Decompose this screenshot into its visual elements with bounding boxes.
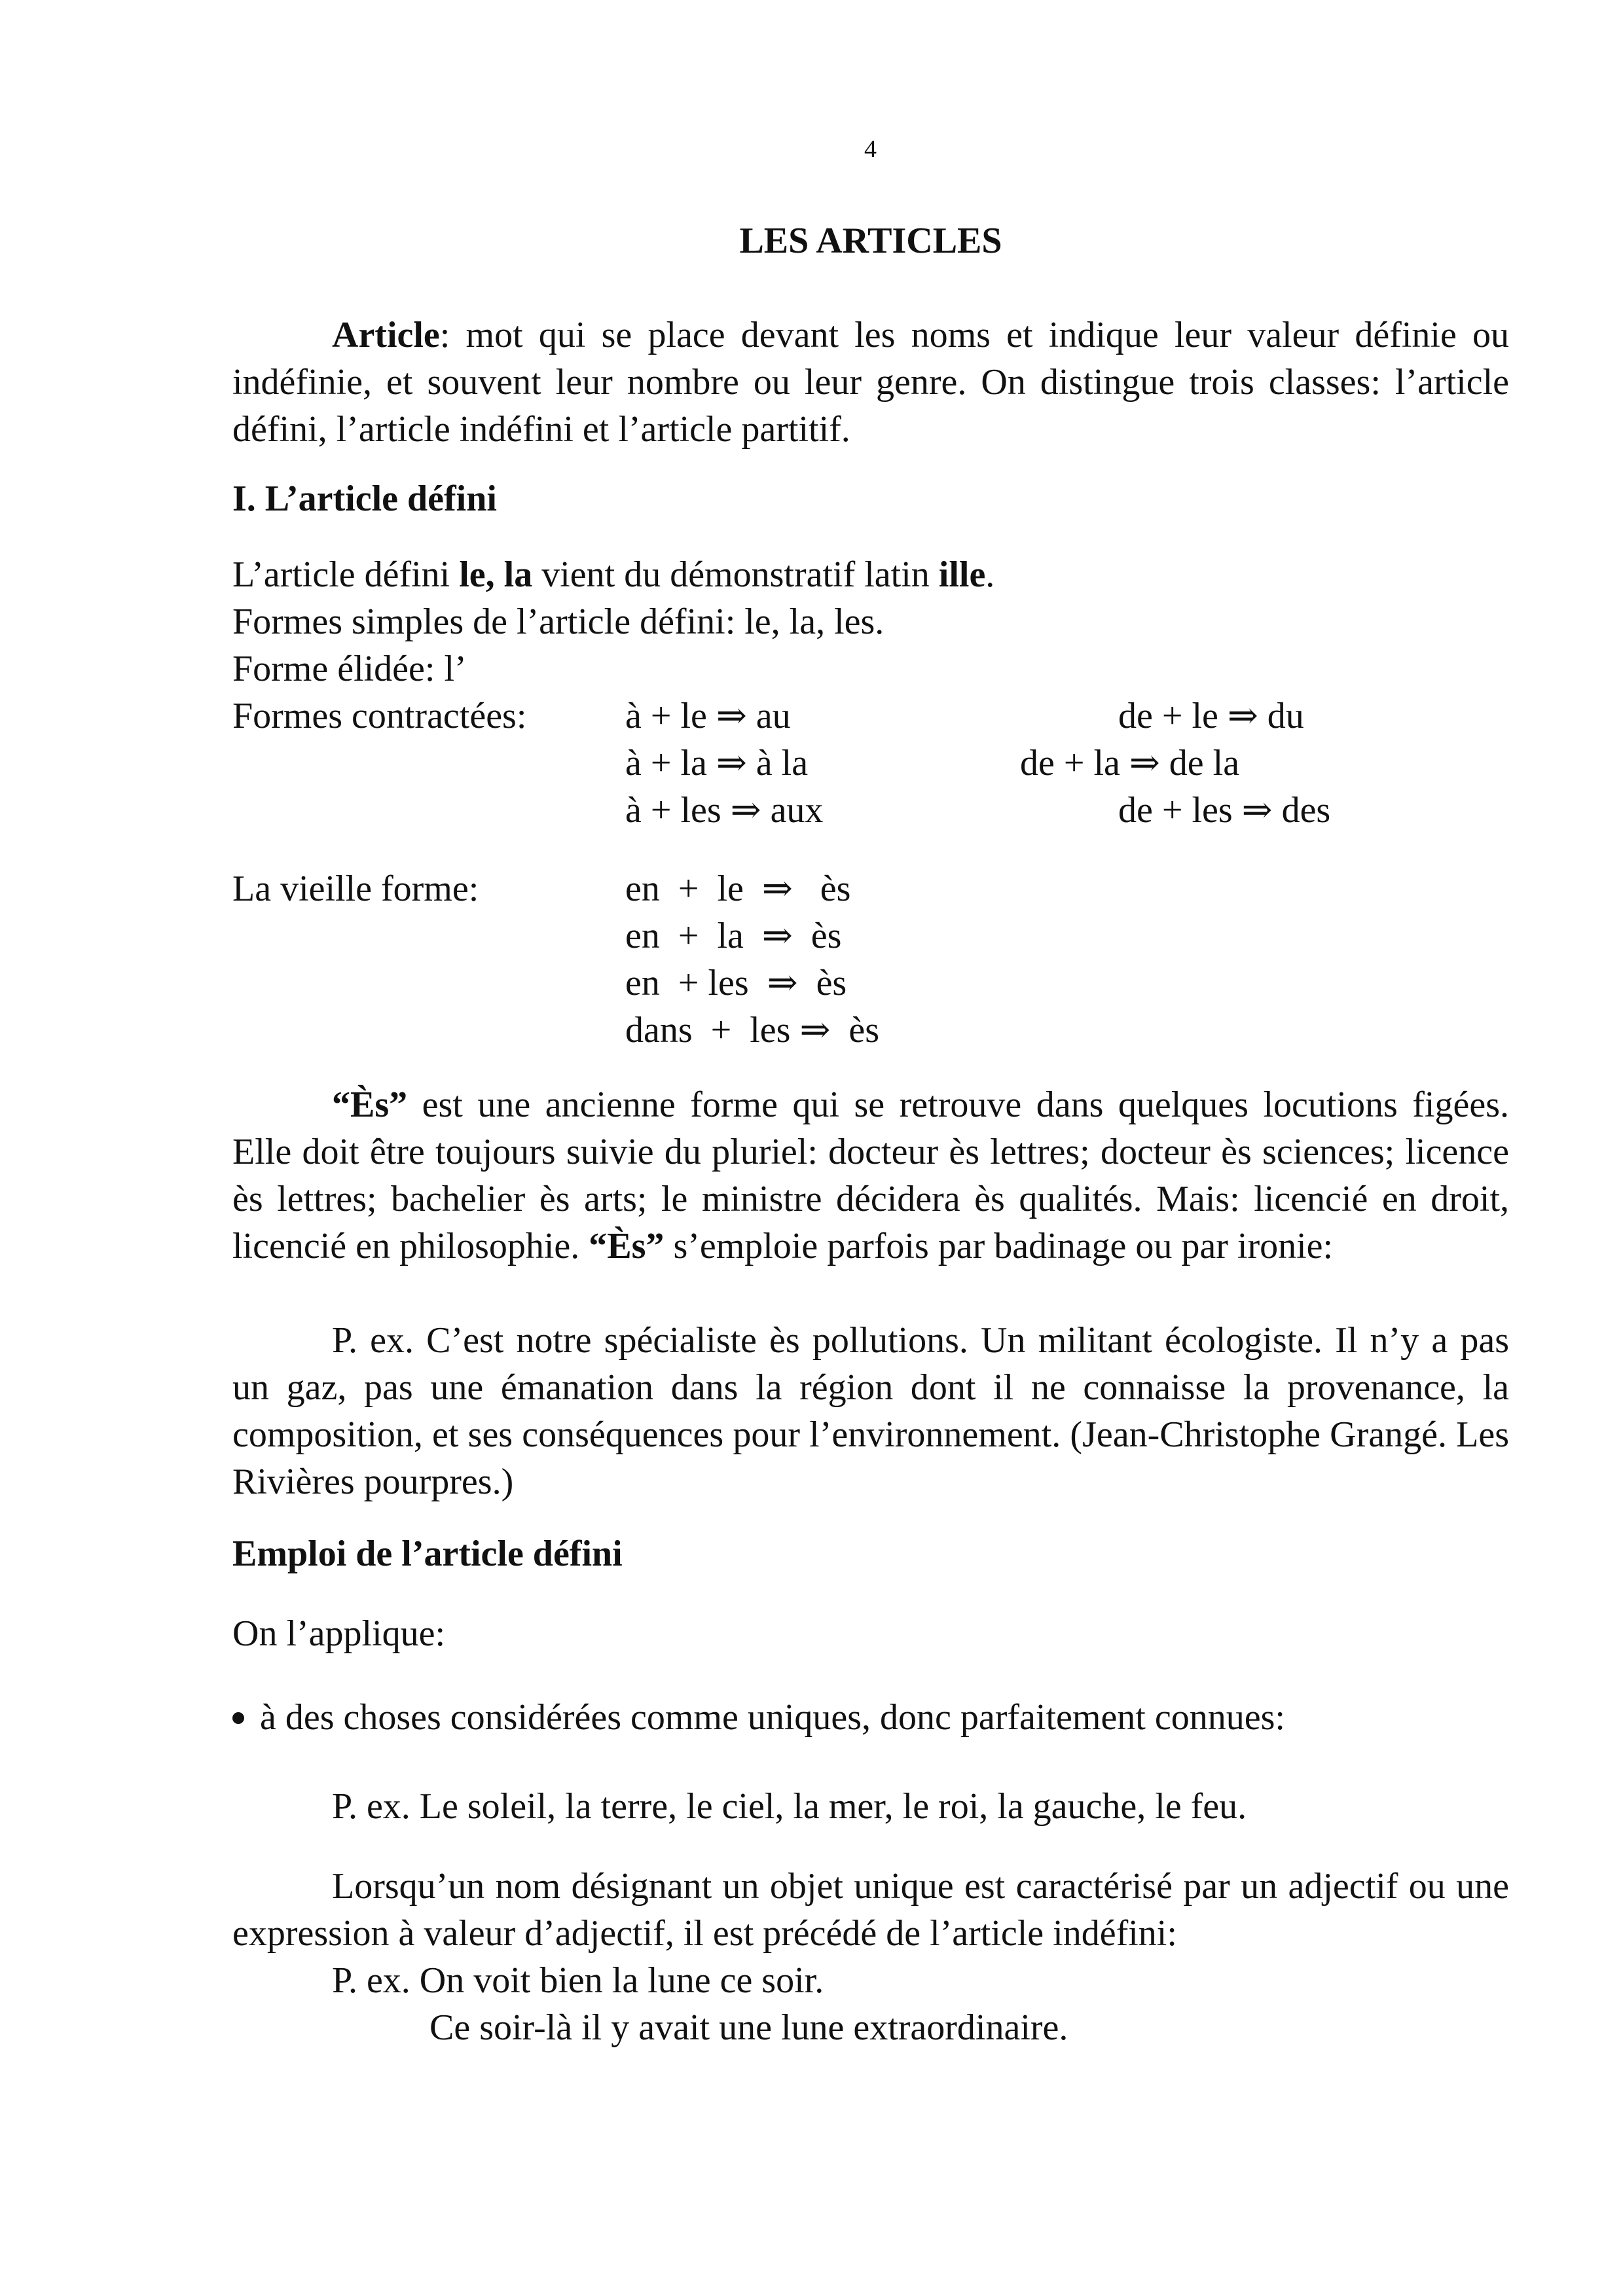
simple-forms-line: Formes simples de l’article défini: le, la, les. [232,601,884,642]
contracted-a-le: à + le ⇒ au [625,696,791,736]
contracted-a-la: à + la ⇒ à la [625,743,809,783]
example-quote-text: P. ex. C’est notre spécialiste ès pollutions. Un militant écologiste. Il n’y a pas un gaz, pas une émanation dans la région dont il ne connaisse la provenance, la composition, et ses conséquences pour l’environnement. (Jean-Christophe Grangé. Les Rivières pourpres.) [232,1320,1509,1502]
unique-object-text: Lorsqu’un nom désignant un objet unique est caractérisé par un adjectif ou une expression à valeur d’adjectif, il est précédé de l’article indéfini: [232,1866,1509,1954]
emploi-intro: On l’applique: [232,1613,446,1654]
origin-line [232,551,994,598]
contracted-forms-label: Formes contractées: [232,696,527,736]
example-1: P. ex. Le soleil, la terre, le ciel, la mer, le roi, la gauche, le feu. [332,1786,1247,1827]
old-form-en-les: en + les ⇒ ès [625,963,847,1003]
es-text-1: est une ancienne forme qui se retrouve dans quelques locutions figées. Elle doit être toujours suivie du pluriel: docteur ès lettres; docteur ès sciences; licence ès lettres; bachelier ès arts; le ministre décidera ès qualités. Mais: licencié en droit, licencié en philosophie. [232,1085,1509,1266]
origin-bold-ille: ille [938,554,986,595]
origin-bold-le-la: le, la [459,554,533,595]
intro-term: Article [332,315,440,355]
page-title: LES ARTICLES [739,221,1002,261]
origin-mid: vient du démonstratif latin [532,554,939,595]
es-bold-1: “Ès” [332,1085,408,1125]
bullet-icon [232,1712,244,1724]
contracted-de-les: de + les ⇒ des [1118,790,1331,831]
old-form-en-la: en + la ⇒ ès [625,916,842,956]
section-heading-emploi: Emploi de l’article défini [232,1534,623,1574]
unique-object-paragraph [232,1863,1509,1957]
es-text-2: s’emploie parfois par badinage ou par ironie: [664,1226,1334,1266]
elided-form-line: Forme élidée: l’ [232,649,467,689]
old-form-label: La vieille forme: [232,869,479,909]
page-number: 4 [864,135,877,163]
old-form-dans-les: dans + les ⇒ ès [625,1010,880,1050]
example-2-line-2: Ce soir-là il y avait une lune extraordinaire. [429,2007,1068,2048]
intro-text: : mot qui se place devant les noms et indique leur valeur définie ou indéfinie, et souvent leur nombre ou leur genre. On distingue trois classes: l’article défini, l’article indéfini et l’article partitif. [232,315,1509,450]
contracted-de-le: de + le ⇒ du [1118,696,1304,736]
intro-paragraph [232,312,1509,453]
bullet-item [232,1694,1285,1741]
example-2-line-1: P. ex. On voit bien la lune ce soir. [332,1960,824,2001]
origin-post: . [985,554,995,595]
contracted-a-les: à + les ⇒ aux [625,790,824,831]
example-quote [232,1317,1509,1505]
es-bold-2: “Ès” [589,1226,665,1266]
old-form-en-le: en + le ⇒ ès [625,869,851,909]
contracted-de-la: de + la ⇒ de la [1020,743,1240,783]
section-heading-article-defini: I. L’article défini [232,478,497,519]
es-paragraph [232,1081,1509,1270]
bullet-text: à des choses considérées comme uniques, donc parfaitement connues: [260,1697,1285,1738]
origin-pre: L’article défini [232,554,460,595]
